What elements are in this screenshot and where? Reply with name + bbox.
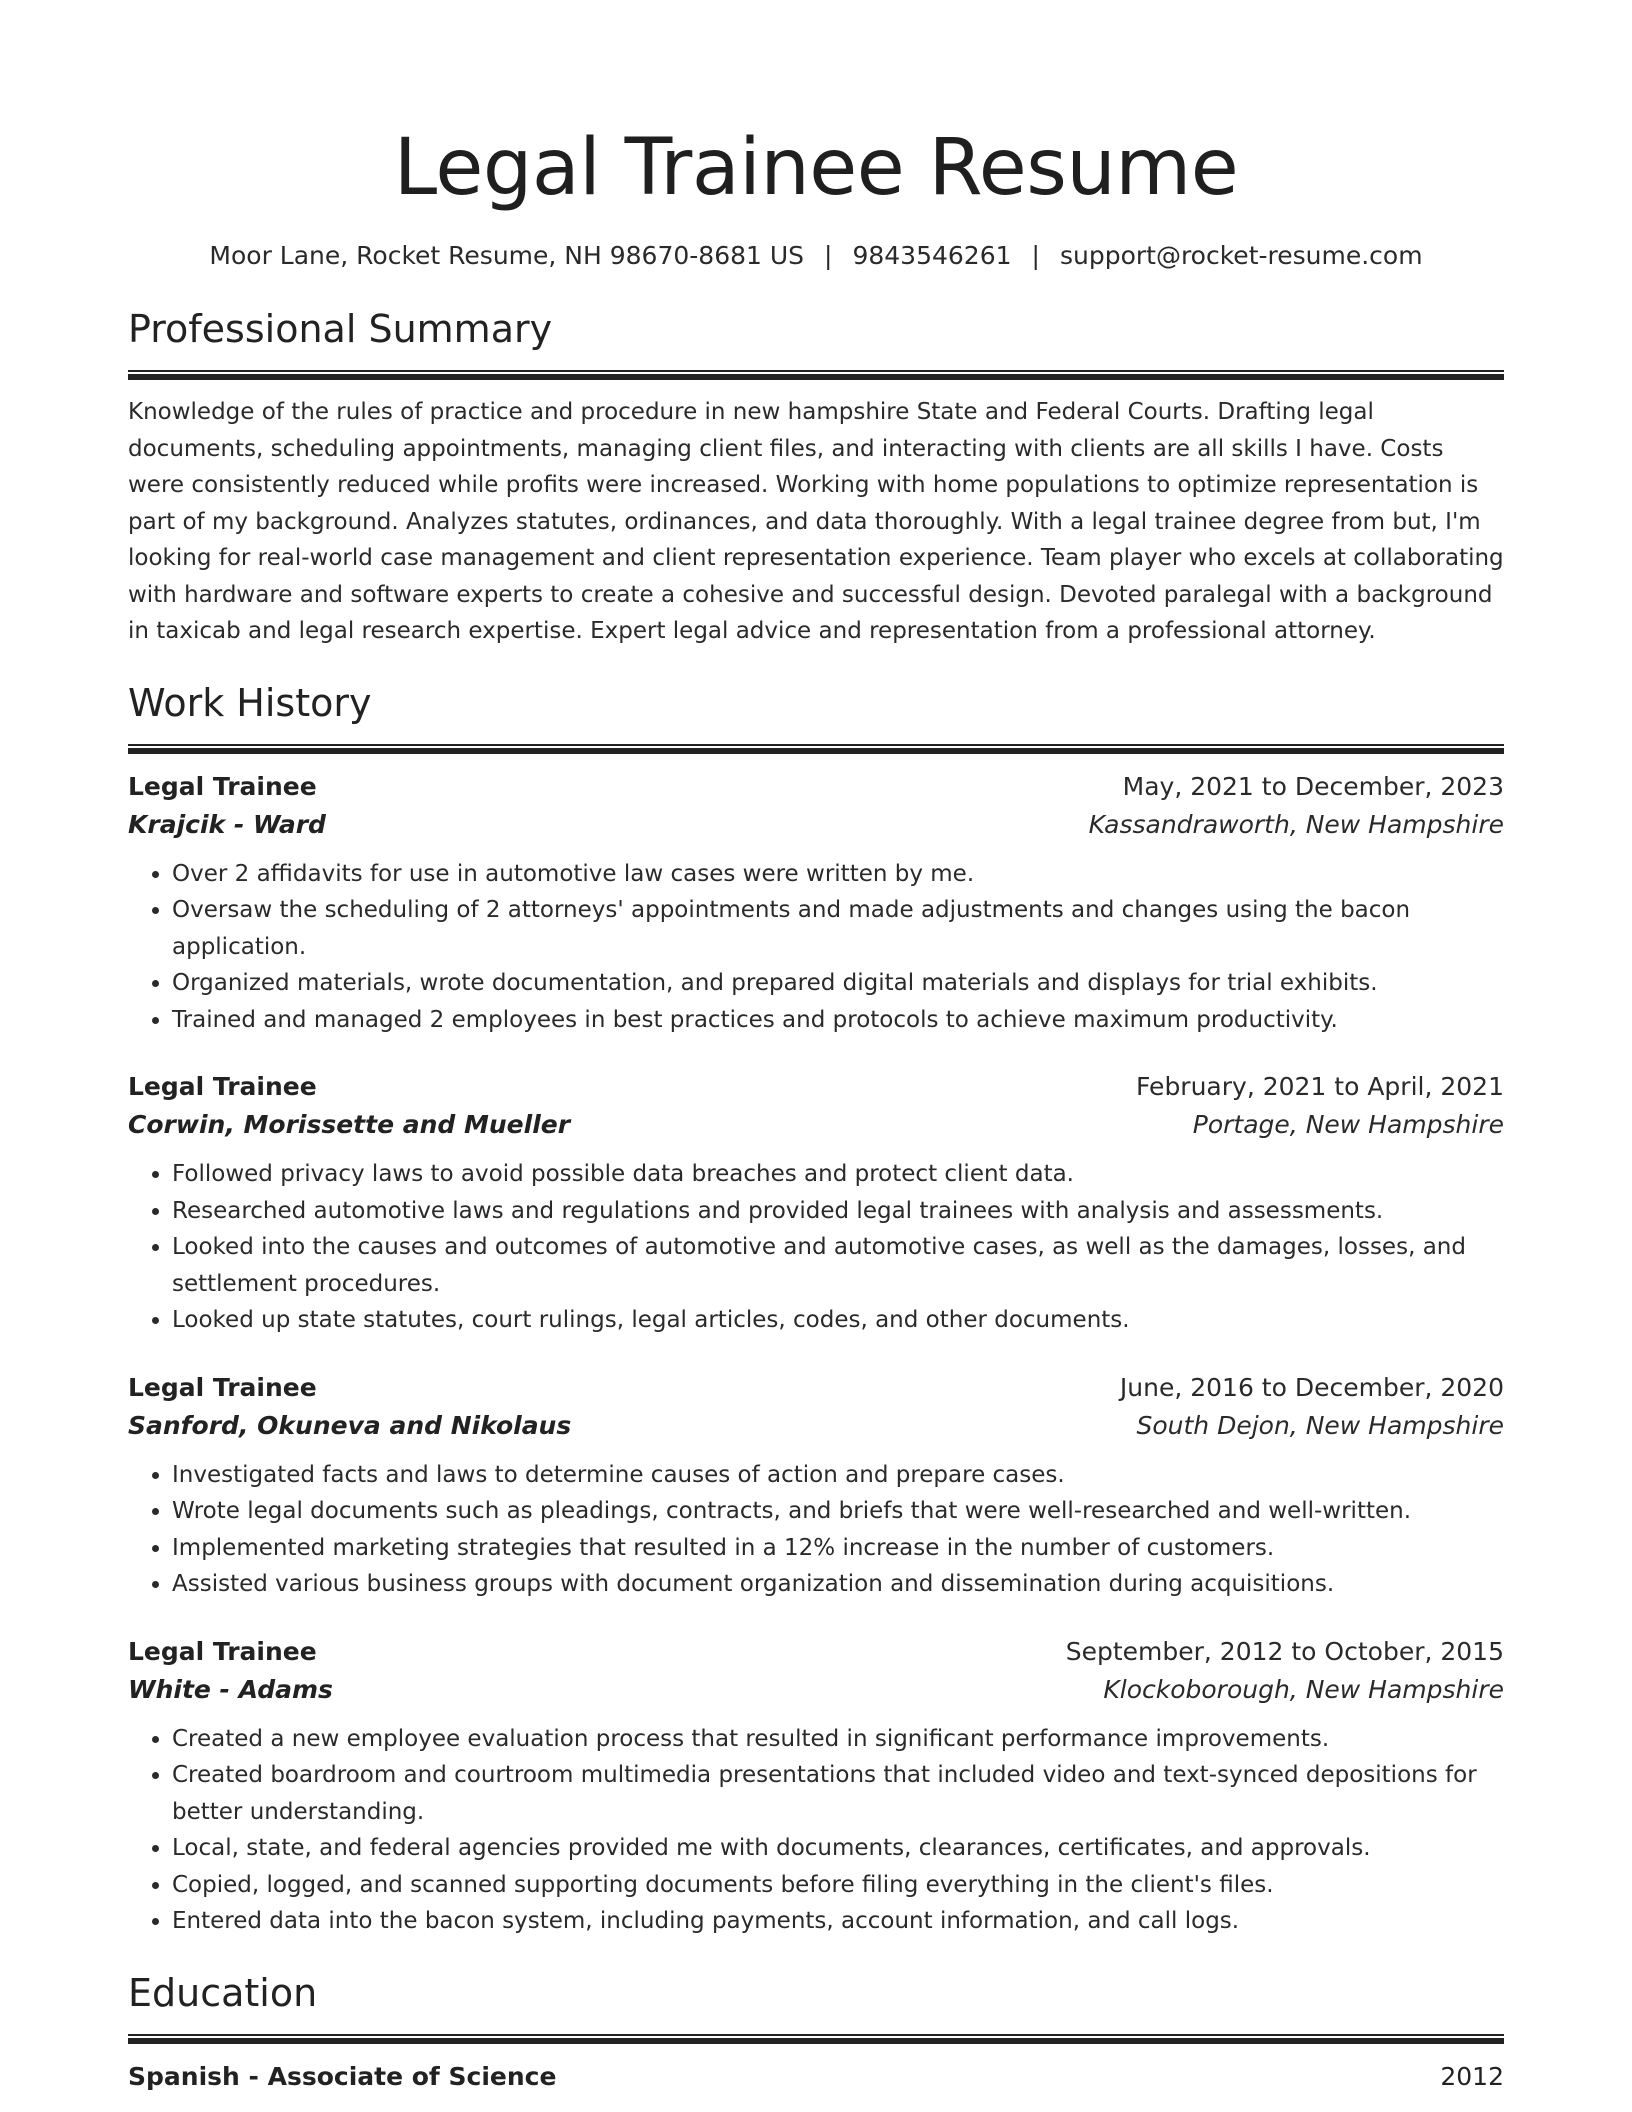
job-header: [128, 1633, 1504, 1671]
resume-title: Legal Trainee Resume: [393, 123, 1239, 213]
job-bullet: • Trained and managed 2 employees in best practices and protocols to achieve maximum productivity.: [172, 1002, 1504, 1039]
job-title: Legal Trainee: [128, 1372, 317, 1402]
job-title: Legal Trainee: [128, 1636, 317, 1666]
contact-address: Moor Lane, Rocket Resume, NH 98670-8681 US: [209, 241, 805, 270]
job-dates: February, 2021 to April, 2021: [1136, 1072, 1504, 1101]
job-bullet: • Created a new employee evaluation process that resulted in significant performance improvements.: [172, 1721, 1504, 1758]
section-divider: [128, 744, 1504, 754]
job-bullets: [128, 856, 1504, 1039]
contact-line: [128, 240, 1504, 272]
job-header: [128, 768, 1504, 806]
job-subheader: [128, 1407, 1504, 1445]
section-heading-education: Education: [128, 1970, 318, 2015]
section-heading-work: Work History: [128, 680, 372, 725]
summary-section: [128, 304, 1504, 650]
job-bullet: • Assisted various business groups with document organization and dissemination during acquisitions.: [172, 1566, 1504, 1603]
contact-phone: 9843546261: [852, 241, 1012, 270]
section-divider: [128, 370, 1504, 380]
job-bullet: • Organized materials, wrote documentation, and prepared digital materials and displays for trial exhibits.: [172, 965, 1504, 1002]
job-bullet: • Wrote legal documents such as pleadings, contracts, and briefs that were well-researched and well-written.: [172, 1493, 1504, 1530]
job-title: Legal Trainee: [128, 771, 317, 801]
job-bullet: • Entered data into the bacon system, including payments, account information, and call logs.: [172, 1903, 1504, 1940]
job-bullet: • Looked into the causes and outcomes of automotive and automotive cases, as well as the damages, losses, and settlement procedures.: [172, 1229, 1504, 1302]
job-subheader: [128, 1671, 1504, 1709]
contact-separator: |: [1031, 241, 1040, 270]
job-location: Klockoborough, New Hampshire: [1103, 1674, 1504, 1704]
contact-separator: |: [824, 241, 833, 270]
job-bullet: • Oversaw the scheduling of 2 attorneys' appointments and made adjustments and changes using the bacon application.: [172, 892, 1504, 965]
job-location: Portage, New Hampshire: [1192, 1110, 1504, 1139]
section-heading-summary: Professional Summary: [128, 307, 553, 351]
job-bullets: [128, 1721, 1504, 1940]
job-bullet: • Implemented marketing strategies that resulted in a 12% increase in the number of customers.: [172, 1530, 1504, 1567]
job-title: Legal Trainee: [128, 1072, 317, 1101]
job-company: Sanford, Okuneva and Nikolaus: [128, 1410, 572, 1440]
job-bullet: • Over 2 affidavits for use in automotive law cases were written by me.: [172, 856, 1504, 893]
contact-email: support@rocket-resume.com: [1059, 241, 1423, 270]
section-divider: [128, 2034, 1504, 2044]
job-entry: [128, 1633, 1504, 1940]
work-history-section: [128, 678, 1504, 1940]
job-bullet: • Created boardroom and courtroom multimedia presentations that included video and text-synced depositions for better understanding.: [172, 1757, 1504, 1830]
job-dates: June, 2016 to December, 2020: [1119, 1372, 1504, 1402]
job-entry: [128, 768, 1504, 1039]
job-company: Krajcik - Ward: [128, 809, 326, 839]
job-header: [128, 1068, 1504, 1106]
job-bullets: [128, 1156, 1504, 1339]
job-bullet: • Followed privacy laws to avoid possible data breaches and protect client data.: [172, 1156, 1504, 1193]
job-subheader: [128, 1106, 1504, 1144]
job-company: White - Adams: [128, 1674, 333, 1704]
job-subheader: [128, 806, 1504, 844]
education-section: [128, 1968, 1504, 2096]
job-location: Kassandraworth, New Hampshire: [1088, 809, 1504, 839]
job-bullets: [128, 1457, 1504, 1603]
job-location: South Dejon, New Hampshire: [1136, 1410, 1504, 1440]
education-year: 2012: [1440, 2061, 1504, 2091]
job-entry: [128, 1369, 1504, 1603]
job-bullet: • Looked up state statutes, court rulings, legal articles, codes, and other documents.: [172, 1302, 1504, 1339]
job-bullet: • Researched automotive laws and regulations and provided legal trainees with analysis and assessments.: [172, 1193, 1504, 1230]
education-degree: Spanish - Associate of Science: [128, 2061, 557, 2091]
job-bullet: • Investigated facts and laws to determine causes of action and prepare cases.: [172, 1457, 1504, 1494]
summary-text: Knowledge of the rules of practice and procedure in new hampshire State and Federal Courts. Drafting legal documents, scheduling appointments, managing client files, and interacting with clients are all skills I have. Costs were consistently reduced while profits were increased. Working with home populations to optimize representation is part of my background. Analyzes statutes, ordinances, and data thoroughly. With a legal trainee degree from but, I'm looking for real-world case management and client representation experience. Team player who excels at collaborating with hardware and software experts to create a cohesive and successful design. Devoted paralegal with a background in taxicab and legal research expertise. Expert legal advice and representation from a professional attorney.: [128, 399, 1504, 644]
job-dates: September, 2012 to October, 2015: [1065, 1636, 1504, 1666]
education-entry: [128, 2058, 1504, 2096]
job-company: Corwin, Morissette and Mueller: [128, 1110, 571, 1139]
job-dates: May, 2021 to December, 2023: [1122, 771, 1504, 801]
job-bullet: • Local, state, and federal agencies provided me with documents, clearances, certificates, and approvals.: [172, 1830, 1504, 1867]
job-bullet: • Copied, logged, and scanned supporting documents before filing everything in the client's files.: [172, 1867, 1504, 1904]
job-entry: [128, 1068, 1504, 1339]
job-header: [128, 1369, 1504, 1407]
